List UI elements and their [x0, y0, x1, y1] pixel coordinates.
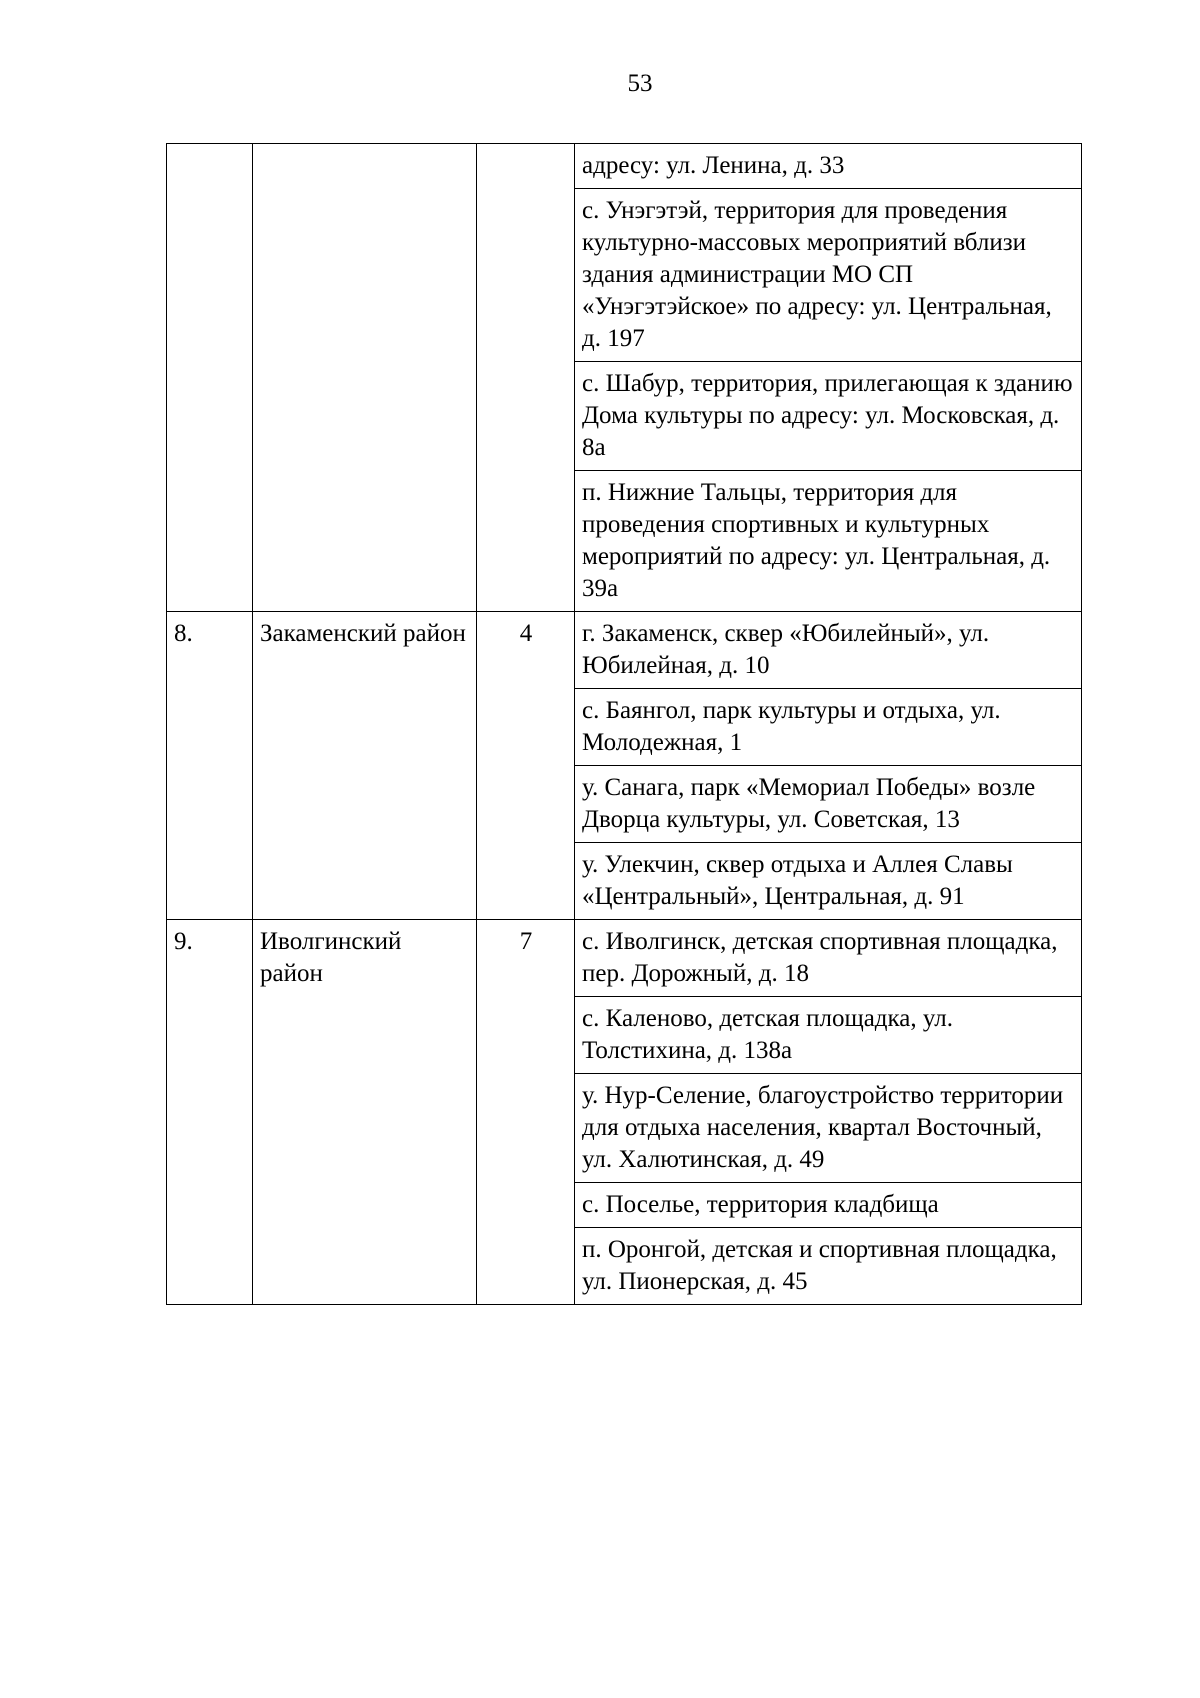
number-cell: [167, 144, 253, 612]
address-cell: у. Нур-Селение, благоустройство территории для отдыха населения, квартал Восточный, ул. Халютинская, д. 49: [575, 1074, 1082, 1183]
address-cell: с. Унэгэтэй, территория для проведения культурно-массовых мероприятий вблизи здания администрации МО СП «Унэгэтэйское» по адресу: ул. Центральная, д. 197: [575, 189, 1082, 362]
address-cell: с. Иволгинск, детская спортивная площадка, пер. Дорожный, д. 18: [575, 920, 1082, 997]
number-cell: 9.: [167, 920, 253, 1305]
district-cell: Закаменский район: [253, 612, 477, 920]
table-row: [167, 612, 1082, 689]
address-cell: п. Оронгой, детская и спортивная площадка, ул. Пионерская, д. 45: [575, 1228, 1082, 1305]
table-row: [167, 920, 1082, 997]
address-cell: с. Шабур, территория, прилегающая к зданию Дома культуры по адресу: ул. Московская, д. 8а: [575, 362, 1082, 471]
address-cell: адресу: ул. Ленина, д. 33: [575, 144, 1082, 189]
district-cell: [253, 144, 477, 612]
address-cell: у. Улекчин, сквер отдыха и Аллея Славы «Центральный», Центральная, д. 91: [575, 843, 1082, 920]
count-cell: [477, 144, 575, 612]
page-number: 53: [627, 70, 653, 97]
table-row: [167, 144, 1082, 189]
locations-table: [166, 143, 1082, 1305]
address-cell: г. Закаменск, сквер «Юбилейный», ул. Юбилейная, д. 10: [575, 612, 1082, 689]
address-cell: с. Каленово, детская площадка, ул. Толстихина, д. 138а: [575, 997, 1082, 1074]
number-cell: 8.: [167, 612, 253, 920]
district-cell: Иволгинский район: [253, 920, 477, 1305]
address-cell: с. Баянгол, парк культуры и отдыха, ул. Молодежная, 1: [575, 689, 1082, 766]
address-cell: у. Санага, парк «Мемориал Победы» возле Дворца культуры, ул. Советская, 13: [575, 766, 1082, 843]
address-cell: с. Поселье, территория кладбища: [575, 1183, 1082, 1228]
count-cell: 4: [477, 612, 575, 920]
count-cell: 7: [477, 920, 575, 1305]
address-cell: п. Нижние Тальцы, территория для проведения спортивных и культурных мероприятий по адресу: ул. Центральная, д. 39а: [575, 471, 1082, 612]
